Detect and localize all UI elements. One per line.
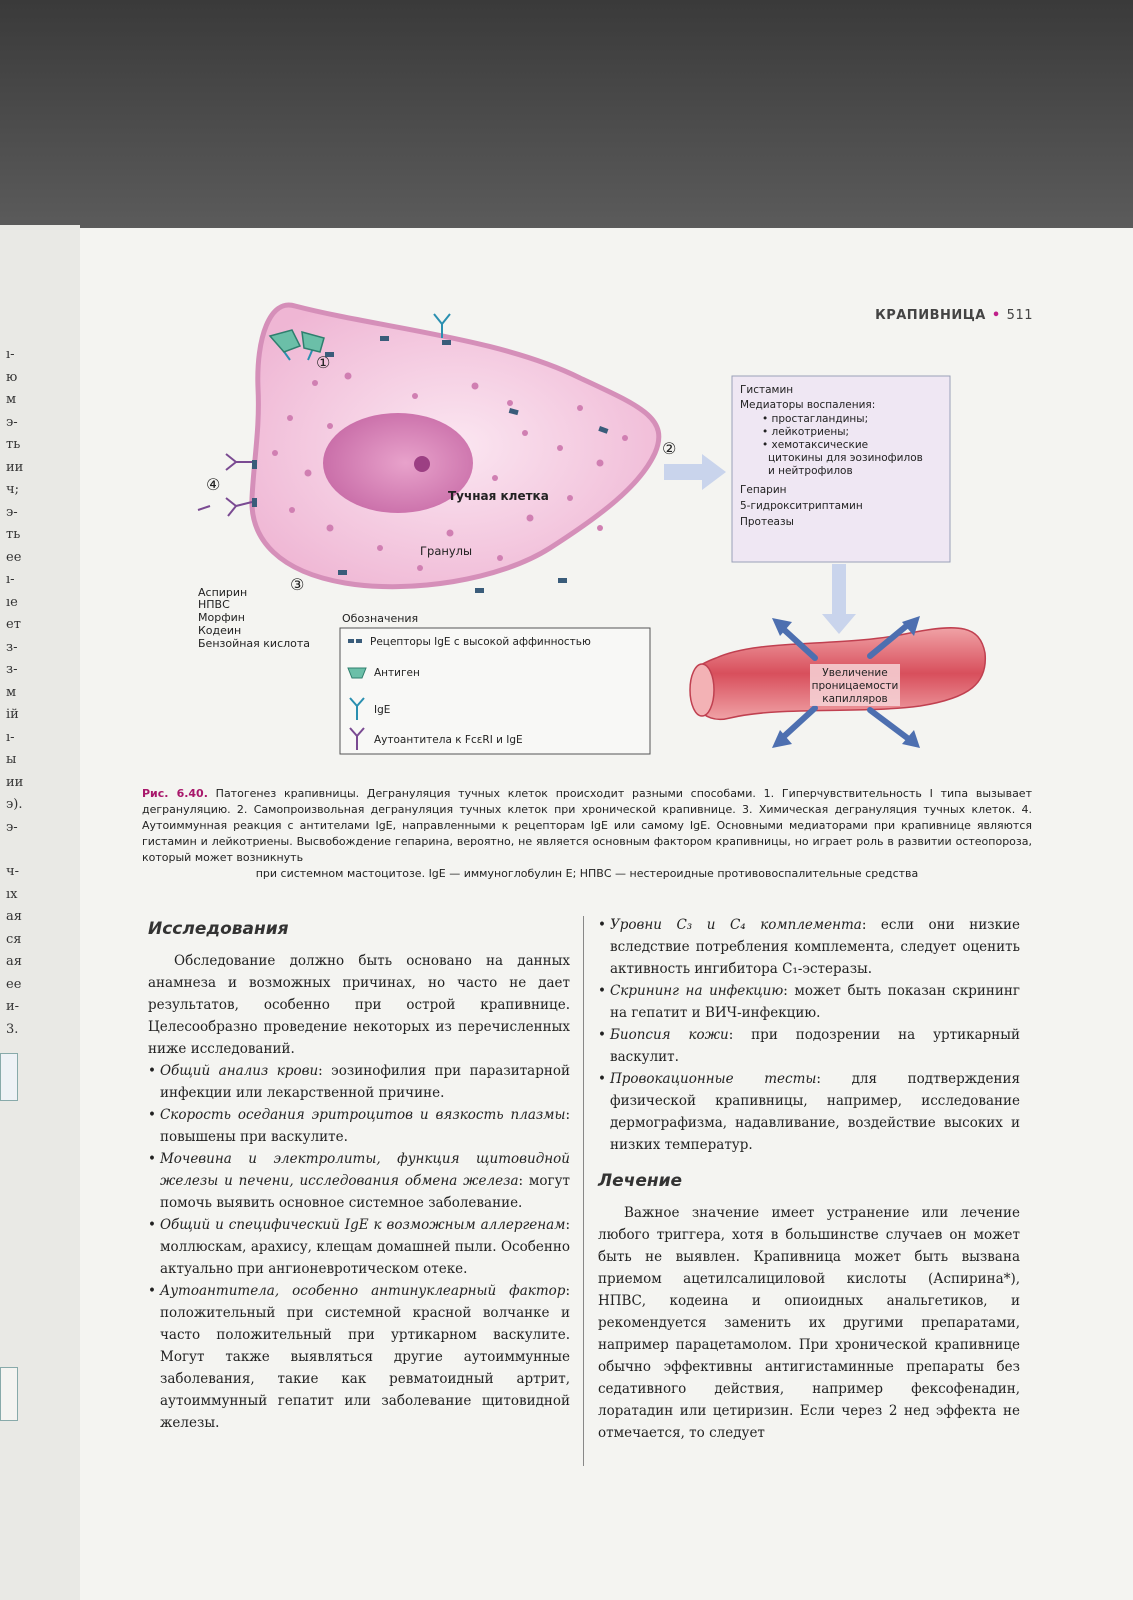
- text-fragment: ая: [6, 909, 22, 924]
- text-fragment: ы: [6, 752, 17, 767]
- mediator-bullet: • хемотаксические: [762, 439, 869, 451]
- text-fragment: з-: [6, 639, 18, 655]
- investigations-intro: Обследование должно быть основано на данных анамнеза и возможных причинах, но часто не дает результатов, особенно при острой крапивнице. Целесообразно проведение некоторых из перечисленных ниже исследований.: [148, 953, 570, 1057]
- trigger-item: Морфин: [198, 611, 245, 624]
- bullet-mark: •: [598, 983, 606, 999]
- text-fragment: ı-: [6, 572, 15, 587]
- mediator-heparin: Гепарин: [740, 484, 787, 496]
- text-fragment: ся: [6, 931, 22, 947]
- mediator-histamine: Гистамин: [740, 384, 794, 396]
- text-fragment: ии: [6, 459, 24, 475]
- legend-item: Аутоантитела к FcεRI и IgE: [374, 734, 523, 746]
- list-item-term: Аутоантитела, особенно антинуклеарный фактор: [159, 1283, 566, 1299]
- list-item-term: Скрининг на инфекцию: [609, 983, 784, 999]
- figure-caption: [142, 786, 1032, 882]
- legend-item: Антиген: [374, 667, 420, 679]
- caption-text: Патогенез крапивницы. Дегрануляция тучных клеток происходит разными способами. 1. Гиперчувствительность I типа вызывает дегрануляцию. 2. Самопроизвольная дегрануляция тучных клеток при хронической крапивнице. 3. Химическая дегрануляция тучных клеток. 4. Аутоиммунная реакция с антителами IgE, направленными к рецепторам IgE или самому IgE. Основными медиаторами при крапивнице являются гистамин и лейкотриены. Высвобождение гепарина, вероятно, не является основным фактором крапивницы, но играет роль в развитии остеопороза, который может возникнуть: [142, 787, 1032, 864]
- bullet-mark: •: [148, 1151, 156, 1167]
- cell-label: Тучная клетка: [448, 489, 549, 503]
- bullet-mark: •: [598, 917, 606, 933]
- mediator-bullet-cont: и нейтрофилов: [768, 465, 853, 477]
- list-item: [148, 1280, 570, 1434]
- list-item-term: Общий и специфический IgE к возможным аллергенам: [159, 1217, 566, 1233]
- list-item: [598, 1068, 1020, 1156]
- text-fragment: ее: [6, 549, 22, 565]
- text-fragment: э).: [6, 797, 23, 812]
- section-heading-investigations: Исследования: [148, 919, 289, 939]
- text-fragment: з-: [6, 662, 18, 677]
- scan-dark-background: [0, 0, 1133, 235]
- text-fragment: ч;: [6, 482, 19, 497]
- text-fragment: ıe: [6, 594, 18, 610]
- list-item: [148, 1104, 570, 1148]
- running-header: КРАПИВНИЦА • 511: [875, 308, 1033, 323]
- bullet-mark: •: [148, 1107, 156, 1123]
- marker-3: ③: [290, 575, 305, 594]
- list-item: [148, 1148, 570, 1214]
- text-fragment: ее: [6, 976, 22, 992]
- list-item: [598, 980, 1020, 1024]
- nucleolus: [414, 456, 430, 472]
- text-fragment: 3.: [6, 1021, 19, 1037]
- page-number: 511: [1006, 308, 1033, 323]
- vessel-opening: [690, 664, 714, 716]
- text-fragment: ı-: [6, 347, 15, 362]
- column-divider: [583, 916, 584, 1466]
- bullet-mark: •: [598, 1027, 606, 1043]
- legend-title: Обозначения: [342, 612, 419, 625]
- list-item-text: : моллюскам, арахису, клещам домашней пыли. Особенно актуально при ангионевротическом отеке.: [160, 1217, 570, 1277]
- text-fragment: ій: [6, 707, 19, 722]
- release-arrow: [664, 454, 726, 490]
- list-item-text: : при подозрении на уртикарный васкулит.: [610, 1027, 1021, 1065]
- legend-item: Рецепторы IgE с высокой аффинностью: [370, 636, 591, 648]
- trigger-item: НПВС: [198, 598, 230, 611]
- text-fragment: ıx: [6, 886, 18, 902]
- vessel-label: проницаемости: [811, 680, 899, 692]
- mediator-bullet-cont: цитокины для эозинофилов: [768, 452, 923, 464]
- mediator-proteases: Протеазы: [740, 516, 794, 528]
- text-fragment: ет: [6, 617, 21, 632]
- pathogenesis-diagram: [80, 228, 1133, 788]
- header-title: КРАПИВНИЦА: [875, 308, 986, 323]
- trigger-item: Аспирин: [198, 586, 248, 599]
- marker-4: ④: [206, 475, 221, 494]
- list-item-term: Мочевина и электролиты, функция щитовидной железы и печени, исследования обмена железа: [159, 1151, 570, 1189]
- bullet-mark: •: [148, 1283, 156, 1299]
- adjacent-page-fragment: [0, 225, 80, 1600]
- table-edge-fragment: [0, 1367, 18, 1421]
- list-item-text: : для подтверждения физической крапивницы, например, исследование дермографизма, надавливание, воздействие высоких и низких температур.: [610, 1071, 1020, 1153]
- bullet-mark: •: [148, 1217, 156, 1233]
- table-edge-fragment: [0, 1053, 18, 1101]
- list-item: [598, 914, 1020, 980]
- book-page: [80, 228, 1133, 1600]
- caption-last-line: при системном мастоцитозе. IgE — иммуноглобулин E; НПВС — нестероидные противовоспалительные средства: [255, 867, 919, 880]
- text-fragment: м: [6, 392, 17, 407]
- list-item-text: : эозинофилия при паразитарной инфекции или лекарственной причине.: [160, 1063, 570, 1101]
- list-item-text: : если они низкие вследствие потребления комплемента, следует оценить активность ингибитора C₁-эстеразы.: [610, 917, 1020, 977]
- down-arrow-head: [822, 614, 856, 634]
- list-item-text: : положительный при системной красной волчанке и часто положительный при уртикарном васкулите. Могут также выявляться другие аутоиммунные заболевания, такие как ревматоидный артрит, аутоиммунный гепатит или заболевание щитовидной железы.: [160, 1283, 570, 1431]
- text-fragment: и-: [6, 999, 20, 1014]
- treatment-text: Важное значение имеет устранение или лечение любого триггера, хотя в большинстве случаев он может быть не выявлен. Крапивница может быть вызвана приемом ацетилсалициловой кислоты (Аспирина*), НПВС, кодеина и опиоидных анальгетиков, и рекомендуется заменить их другими препаратами, например парацетамолом. При хронической крапивнице обычно эффективны антигистаминные препараты без седативного действия, например фексофенадин, лоратадин или цетиризин. Если через 2 нед эффекта не отмечается, то следует: [598, 1205, 1020, 1441]
- marker-1: ①: [316, 353, 331, 372]
- text-fragment: ı-: [6, 729, 15, 745]
- list-item: [148, 1060, 570, 1104]
- down-arrow-shaft: [832, 564, 846, 616]
- section-heading-treatment: Лечение: [598, 1171, 683, 1191]
- bullet-mark: •: [598, 1071, 606, 1087]
- legend-item: IgE: [374, 704, 391, 716]
- list-item-term: Общий анализ крови: [159, 1063, 319, 1079]
- vessel-label: Увеличение: [822, 667, 888, 679]
- text-fragment: ю: [6, 369, 18, 385]
- vessel-label: капилляров: [822, 693, 888, 705]
- text-fragment: э-: [6, 819, 18, 835]
- mediator-5ht: 5-гидрокситриптамин: [740, 500, 863, 512]
- trigger-item: Бензойная кислота: [198, 637, 311, 650]
- list-item-text: : могут помочь выявить основное системное заболевание.: [160, 1173, 571, 1211]
- text-fragment: м: [6, 684, 17, 700]
- list-item-text: : повышены при васкулите.: [160, 1107, 570, 1145]
- granules-label: Гранулы: [420, 544, 473, 558]
- right-column: [598, 918, 1020, 1444]
- list-item-text: : может быть показан скрининг на гепатит и ВИЧ-инфекцию.: [610, 983, 1020, 1021]
- mediator-heading: Медиаторы воспаления:: [740, 399, 876, 411]
- mediator-bullet: • лейкотриены;: [762, 426, 850, 438]
- trigger-item: Кодеин: [198, 624, 242, 637]
- list-item-term: Скорость оседания эритроцитов и вязкость плазмы: [159, 1107, 566, 1123]
- text-fragment: ч-: [6, 864, 19, 879]
- text-fragment: э-: [6, 414, 18, 430]
- list-item-term: Провокационные тесты: [609, 1071, 817, 1087]
- text-fragment: ии: [6, 774, 24, 790]
- list-item: [148, 1214, 570, 1280]
- investigations-list-continued: [598, 914, 1020, 1156]
- text-fragment: ть: [6, 527, 21, 542]
- text-fragment: ть: [6, 437, 21, 452]
- text-fragment: э-: [6, 504, 18, 520]
- bullet-mark: •: [148, 1063, 156, 1079]
- list-item-term: Биопсия кожи: [609, 1027, 729, 1043]
- list-item: [598, 1024, 1020, 1068]
- marker-2: ②: [662, 439, 677, 458]
- list-item-term: Уровни C₃ и C₄ комплемента: [609, 917, 862, 933]
- text-fragment: ая: [6, 954, 22, 969]
- left-column: [148, 918, 570, 1434]
- caption-label: Рис. 6.40.: [142, 787, 208, 800]
- mediator-bullet: • простагландины;: [762, 413, 869, 425]
- investigations-list: [148, 1060, 570, 1434]
